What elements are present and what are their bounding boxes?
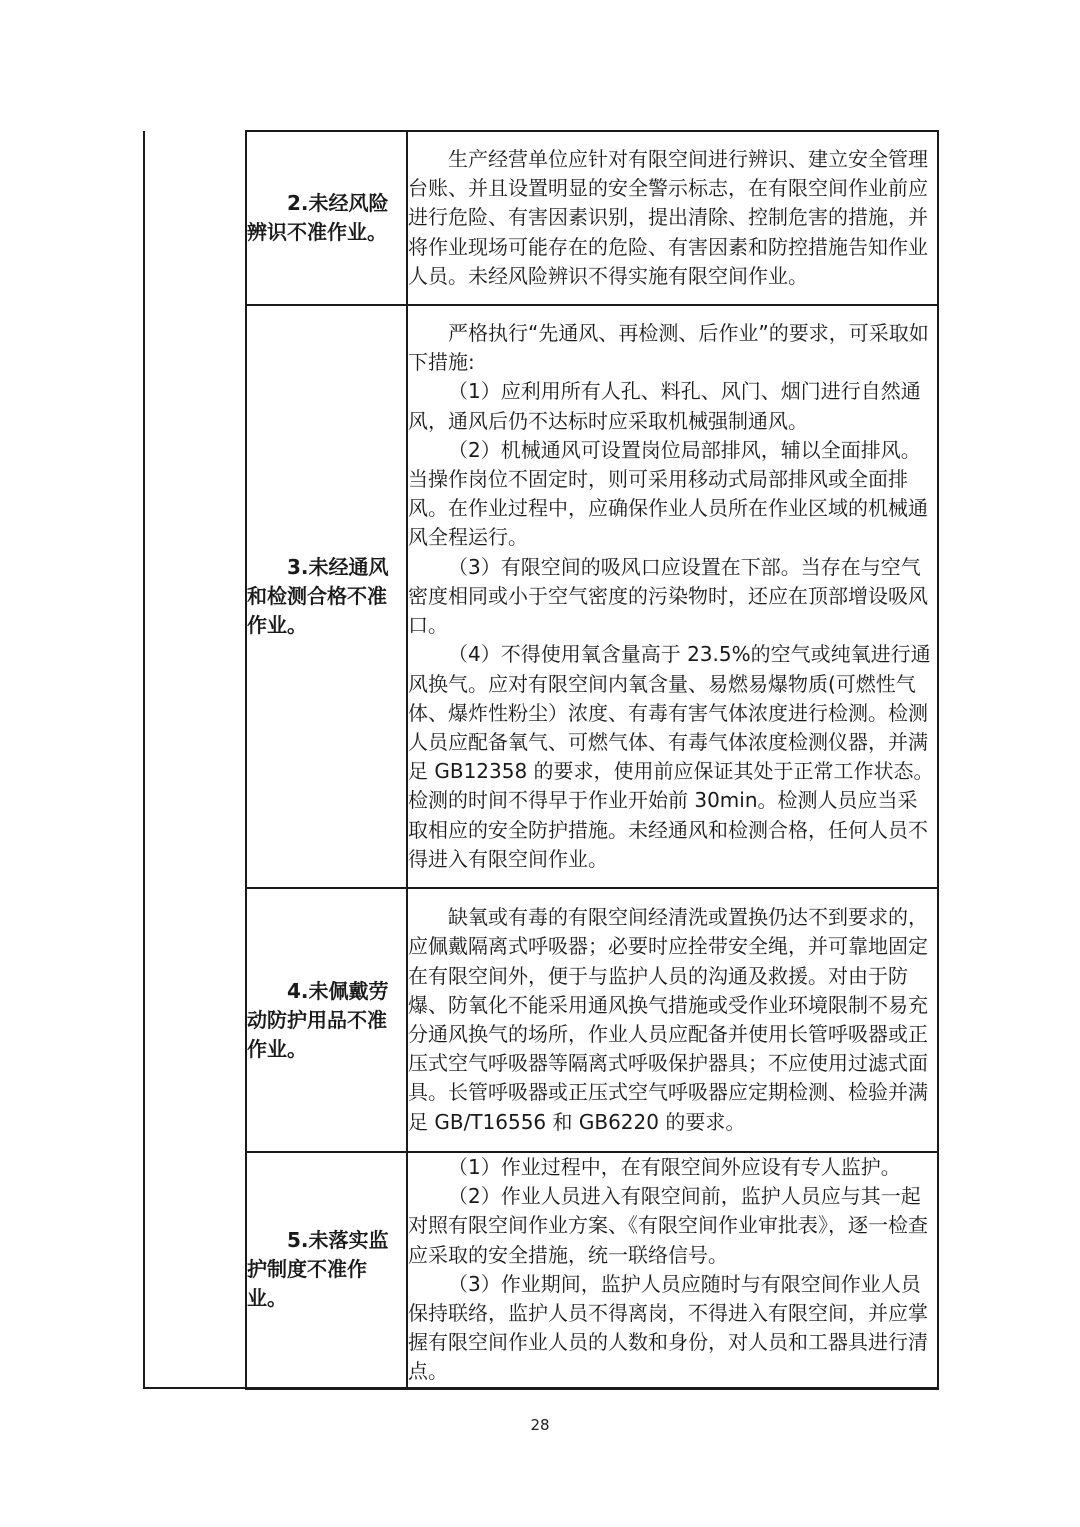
table-row [144,1152,938,1388]
table-row [144,131,938,305]
table-row [144,888,938,1152]
rule-content-cell [407,131,938,305]
rule-title: 4.未佩戴劳动防护用品不准作业。 [247,978,389,1061]
rule-title-cell [246,305,407,888]
rule-paragraph: （2）作业人员进入有限空间前，监护人员应与其一起对照有限空间作业方案、《有限空间作业审批表》，逐一检查应采取的安全措施，统一联络信号。 [408,1184,928,1267]
rule-title-cell [246,888,407,1152]
rule-content-cell [407,305,938,888]
rule-title-cell [246,1152,407,1388]
rule-paragraph: （1）作业过程中，在有限空间外应设有专人监护。 [448,1155,901,1179]
rule-title: 2.未经风险辨识不准作业。 [247,191,389,244]
rule-paragraph: （3）作业期间，监护人员应随时与有限空间作业人员保持联络，监护人员不得离岗，不得进入有限空间，并应掌握有限空间作业人员的人数和身份，对人员和工器具进行清点。 [408,1271,928,1384]
rule-paragraph: 严格执行“先通风、再检测、后作业”的要求，可采取如下措施: [408,321,929,375]
regulation-table [143,130,939,1390]
rule-paragraph: （4）不得使用氧含量高于 23.5%的空气或纯氧进行通风换气。应对有限空间内氧含量、易燃易爆物质(可燃性气体、爆炸性粉尘）浓度、有毒有害气体浓度进行检测。检测人员应配备氧气、可燃气体、有毒气体浓度检测仪器，并满足 GB12358 的要求，使用前应保证其处于正常工作状态。检测的时间不得早于作业开始前 30min。检测人员应当采取相应的安全防护措施。未经通风和检测合格，任何人员不得进入有限空间作业。 [408,642,934,871]
rule-title: 5.未落实监护制度不准作业。 [247,1228,389,1311]
rule-paragraph: （2）机械通风可设置岗位局部排风，辅以全面排风。当操作岗位不固定时，则可采用移动式局部排风或全面排风。在作业过程中，应确保作业人员所在作业区域的机械通风全程运行。 [408,437,928,550]
rule-paragraph: 生产经营单位应针对有限空间进行辨识、建立安全管理台账、并且设置明显的安全警示标志，在有限空间作业前应进行危险、有害因素识别，提出清除、控制危害的措施，并将作业现场可能存在的危险、有害因素和防控措施告知作业人员。未经风险辨识不得实施有限空间作业。 [408,146,928,288]
rule-content-cell [407,888,938,1152]
rule-paragraph: 缺氧或有毒的有限空间经清洗或置换仍达不到要求的，应佩戴隔离式呼吸器；必要时应拴带安全绳，并可靠地固定在有限空间外，便于与监护人员的沟通及救援。对由于防爆、防氧化不能采用通风换气措施或受作业环境限制不易充分通风换气的场所，作业人员应配备并使用长管呼吸器或正压式空气呼吸器等隔离式呼吸保护器具；不应使用过滤式面具。长管呼吸器或正压式空气呼吸器应定期检测、检验并满足 GB/T16556 和 GB6220 的要求。 [408,905,928,1134]
rule-paragraph: （1）应利用所有人孔、料孔、风门、烟门进行自然通风，通风后仍不达标时应采取机械强制通风。 [408,379,921,433]
page-number: 28 [530,1416,550,1434]
table-row [144,305,938,888]
category-cell [144,131,246,1388]
rule-paragraph: （3）有限空间的吸风口应设置在下部。当存在与空气密度相同或小于空气密度的污染物时，还应在顶部增设吸风口。 [408,554,928,638]
rule-title-cell [246,131,407,305]
rule-title: 3.未经通风和检测合格不准作业。 [247,555,389,637]
rule-content-cell [407,1152,938,1388]
